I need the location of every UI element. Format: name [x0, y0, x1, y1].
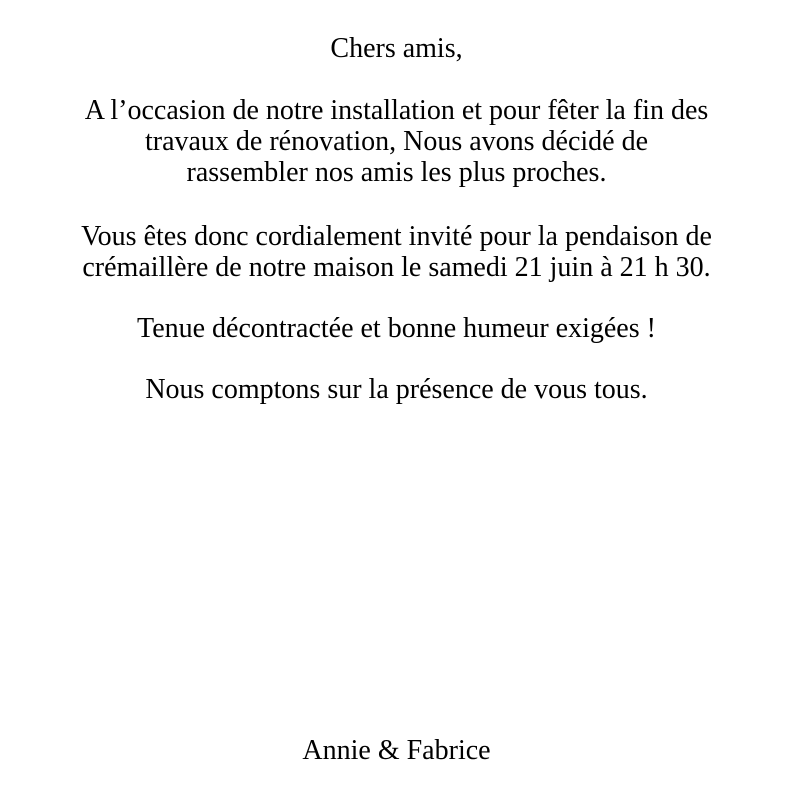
greeting: Chers amis, [330, 33, 463, 64]
paragraph1-line3: rassembler nos amis les plus proches. [186, 157, 607, 188]
paragraph2-line2: crémaillère de notre maison le samedi 21 juin à 21 h 30. [82, 252, 711, 283]
paragraph1-line2: travaux de rénovation, Nous avons décidé de [144, 126, 649, 157]
paragraph3: Tenue décontractée et bonne humeur exigées ! [137, 313, 656, 344]
paragraph2-line1: Vous êtes donc cordialement invité pour la pendaison de [81, 221, 712, 252]
paragraph4: Nous comptons sur la présence de vous tous. [145, 374, 648, 405]
signature: Annie & Fabrice [302, 735, 491, 766]
paragraph1-line1: A l’occasion de notre installation et pour fêter la fin des [84, 95, 709, 126]
